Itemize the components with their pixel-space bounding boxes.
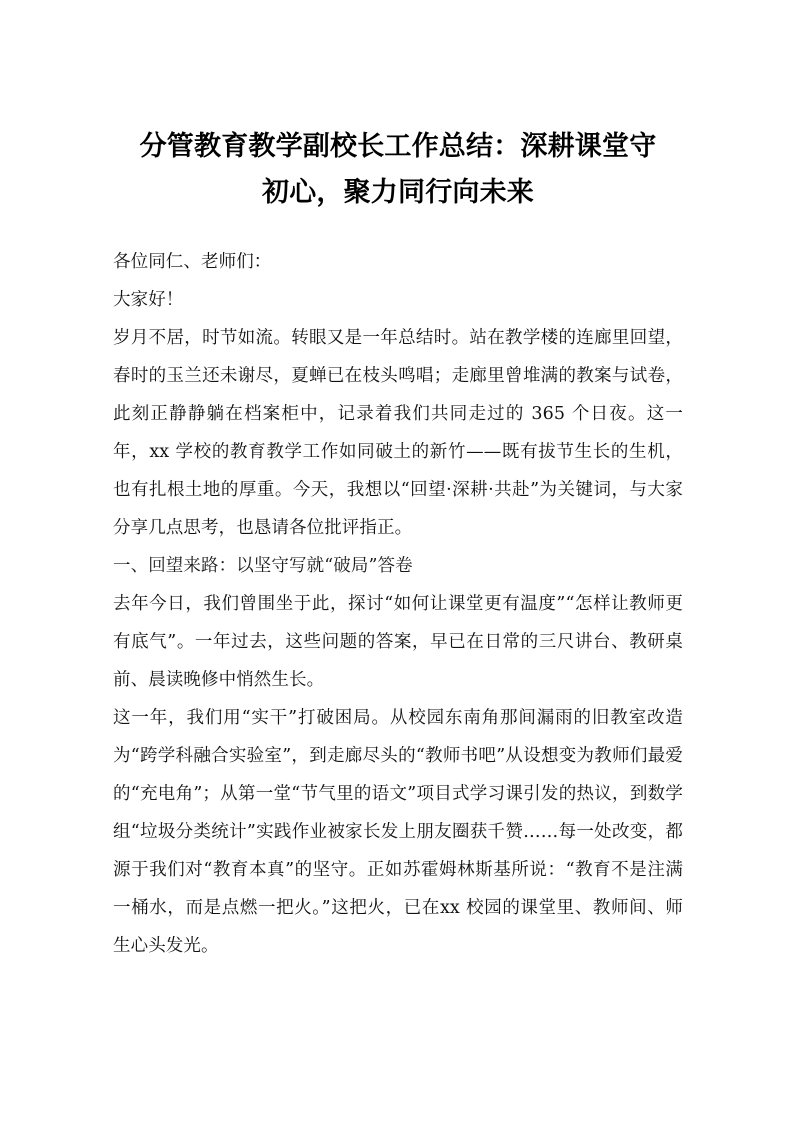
- page-title: [113, 0, 683, 216]
- section-heading-1: 一、回望来路：以坚守写就“破局”答卷: [113, 556, 413, 576]
- body-paragraph-1: 岁月不居，时节如流。转眼又是一年总结时。站在教学楼的连廊里回望，春时的玉兰还未谢尽，夏蝉已在枝头鸣唱；走廊里曾堆满的教案与试卷，此刻正静静躺在档案柜中，记录着我们共同走过的 365 个日夜。这一年，xx 学校的教育教学工作如同破土的新竹——既有拔节生长的生机，也有扎根土地的厚重。今天，我想以“回望·深耕·共赴”为关键词，与大家分享几点思考，也恳请各位批评指正。: [113, 328, 683, 538]
- document-body: [113, 0, 683, 965]
- salutation-line: 各位同仁、老师们：: [113, 252, 272, 272]
- body-paragraph-2: 去年今日，我们曾围坐于此，探讨“如何让课堂更有温度”“怎样让教师更有底气”。一年过去，这些问题的答案，早已在日常的三尺讲台、教研桌前、晨读晚修中悄然生长。: [113, 594, 683, 690]
- page-title-line-2: 初心，聚力同行向未来: [262, 177, 534, 208]
- body-paragraph-3: 这一年，我们用“实干”打破困局。从校园东南角那间漏雨的旧教室改造为“跨学科融合实验室”，到走廊尽头的“教师书吧”从设想变为教师们最爱的“充电角”；从第一堂“节气里的语文”项目式学习课引发的热议，到数学组“垃圾分类统计”实践作业被家长发上朋友圈获千赞……每一处改变，都源于我们对“教育本真”的坚守。正如苏霍姆林斯基所说：“教育不是注满一桶水，而是点燃一把火。”这把火，已在xx 校园的课堂里、教师间、师生心头发光。: [113, 708, 683, 956]
- greeting-line: 大家好！: [113, 290, 184, 310]
- page-title-line-1: 分管教育教学副校长工作总结：深耕课堂守: [139, 131, 657, 162]
